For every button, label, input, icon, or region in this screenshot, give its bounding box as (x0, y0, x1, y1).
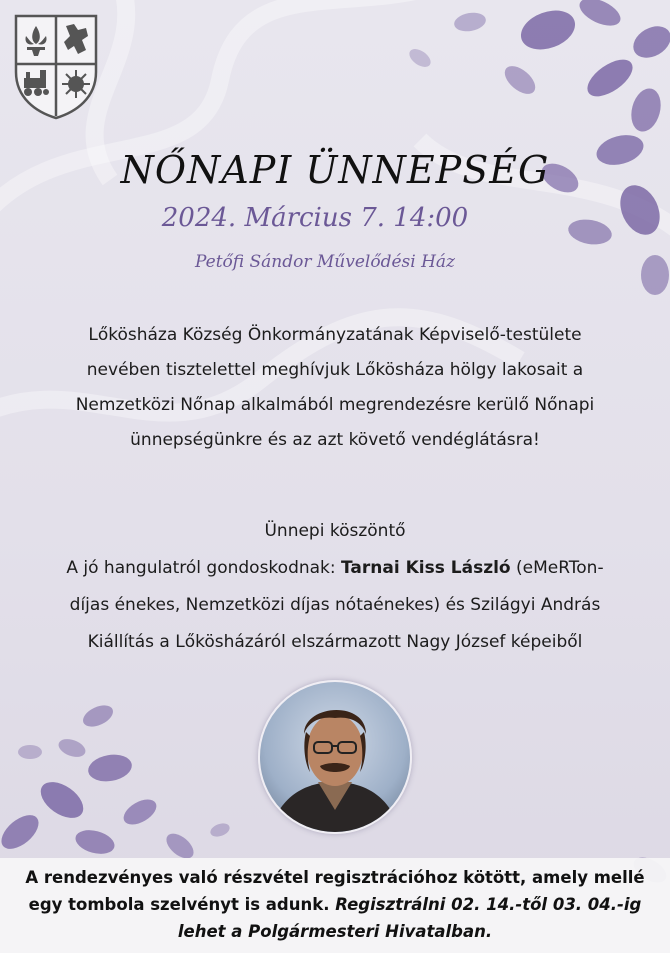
notice-line-1: A rendezvényes való részvétel regisztrációhoz kötött, amely mellé (25, 868, 645, 887)
event-date: 2024. Március 7. 14:00 (161, 203, 469, 233)
invitation-text (10, 318, 660, 458)
invitation-line: Nemzetközi Nőnap alkalmából megrendezésre kerülő Nőnapi (75, 395, 595, 415)
event-venue: Petőfi Sándor Művelődési Ház (194, 252, 456, 272)
entertainment-suffix: (eMeRTon- (510, 558, 604, 578)
exhibition-item: Kiállítás a Lőkösházáról elszármazott Nagy József képeiből (87, 632, 583, 652)
notice-line-2 (0, 891, 670, 918)
registration-place: lehet a Polgármesteri Hivatalban. (177, 922, 493, 941)
entertainment-line (0, 550, 670, 587)
invitation-line: Lőkösháza Község Önkormányzatának Képviselő-testülete (88, 325, 582, 345)
performer-name: Tarnai Kiss László (341, 558, 511, 578)
greeting-item: Ünnepi köszöntő (264, 521, 406, 541)
notice-line-2-text: egy tombola szelvényt is adunk. (28, 895, 336, 914)
registration-notice (0, 858, 670, 953)
coat-of-arms-icon (12, 10, 100, 120)
performer-portrait (258, 680, 412, 834)
entertainment-line-2: díjas énekes, Nemzetközi díjas nótaénekes) és Szilágyi András (69, 595, 601, 615)
program-list (0, 513, 670, 661)
entertainment-prefix: A jó hangulatról gondoskodnak: (66, 558, 342, 578)
notice-line-3 (0, 918, 670, 945)
invitation-line: nevében tisztelettel meghívjuk Lőkösháza hölgy lakosait a (86, 360, 584, 380)
event-title: NŐNAPI ÜNNEPSÉG (120, 148, 550, 192)
invitation-line: ünnepségünkre és az azt követő vendéglátásra! (130, 430, 540, 450)
registration-dates: Regisztrálni 02. 14.-től 03. 04.-ig (335, 895, 642, 914)
